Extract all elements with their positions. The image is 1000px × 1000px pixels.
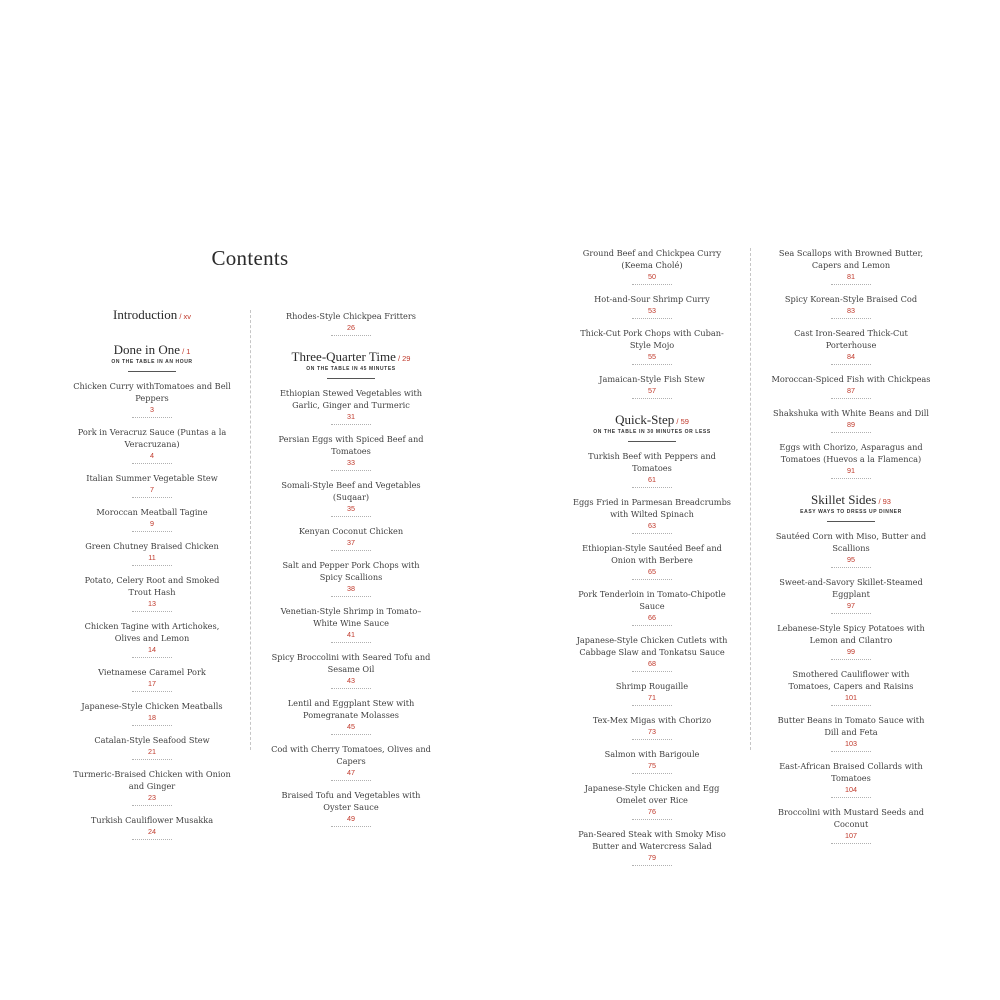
recipe-title: Eggs with Chorizo, Asparagus and Tomatoes (Huevos a la Flamenca) — [779, 442, 923, 464]
recipe-entry[interactable] — [72, 506, 232, 532]
recipe-title: Ethiopian Stewed Vegetables with Garlic, Ginger and Turmeric — [279, 388, 423, 410]
dotted-separator — [831, 318, 871, 319]
dotted-separator — [132, 805, 172, 806]
recipe-title: Turkish Cauliflower Musakka — [90, 815, 214, 825]
recipe-entry[interactable] — [771, 622, 931, 660]
dotted-separator — [331, 826, 371, 827]
recipe-page-number: 99 — [847, 647, 855, 656]
recipe-entry[interactable] — [72, 620, 232, 658]
section-page-number: 93 — [882, 497, 891, 506]
dotted-separator — [632, 364, 672, 365]
toc-column-1 — [72, 304, 232, 848]
page-separator: / — [674, 417, 681, 426]
page-separator: / — [177, 312, 184, 321]
dotted-separator — [831, 284, 871, 285]
recipe-title: Lebanese-Style Spicy Potatoes with Lemon and Cilantro — [777, 623, 925, 645]
toc-column-4 — [771, 247, 931, 852]
dotted-separator — [331, 642, 371, 643]
section-subtitle: ON THE TABLE IN AN HOUR — [111, 359, 193, 365]
recipe-title: Sweet-and-Savory Skillet-Steamed Eggplant — [779, 577, 923, 599]
recipe-title: Salt and Pepper Pork Chops with Spicy Scallions — [282, 560, 420, 582]
dotted-separator — [831, 567, 871, 568]
section-title-line — [572, 409, 732, 428]
intro-title: Introduction — [112, 307, 178, 322]
intro-page-number: xv — [183, 312, 192, 321]
recipe-entry[interactable] — [771, 247, 931, 285]
recipe-page-number: 65 — [648, 567, 656, 576]
recipe-title: Pan-Seared Steak with Smoky Miso Butter and Watercress Salad — [578, 829, 726, 851]
section-page-number: 59 — [680, 417, 689, 426]
recipe-entry[interactable] — [771, 407, 931, 433]
recipe-title: Thick-Cut Pork Chops with Cuban-Style Mojo — [580, 328, 724, 350]
recipe-page-number: 3 — [150, 405, 154, 414]
dotted-separator — [632, 579, 672, 580]
dotted-separator — [632, 739, 672, 740]
recipe-page-number: 31 — [347, 412, 355, 421]
dotted-separator — [331, 550, 371, 551]
dotted-separator — [632, 819, 672, 820]
recipe-page-number: 63 — [648, 521, 656, 530]
recipe-page-number: 79 — [648, 853, 656, 862]
recipe-page-number: 13 — [148, 599, 156, 608]
recipe-page-number: 4 — [150, 451, 154, 460]
recipe-title: East-African Braised Collards with Tomatoes — [779, 761, 923, 783]
recipe-title: Jamaican-Style Fish Stew — [599, 374, 705, 384]
recipe-entry[interactable] — [72, 574, 232, 612]
recipe-title: Green Chutney Braised Chicken — [85, 541, 219, 551]
dotted-separator — [632, 398, 672, 399]
section-title: Quick-Step — [615, 412, 675, 427]
section-page-number: 29 — [402, 354, 411, 363]
recipe-page-number: 11 — [148, 553, 156, 562]
recipe-entry[interactable] — [771, 530, 931, 568]
section-page-number: 1 — [186, 347, 191, 356]
recipe-entry[interactable] — [771, 373, 931, 399]
recipe-page-number: 21 — [148, 747, 156, 756]
recipe-page-number: 47 — [347, 768, 355, 777]
section-title-line — [271, 346, 431, 365]
page-separator: / — [876, 497, 883, 506]
section-rule — [628, 441, 676, 442]
recipe-title: Chicken Tagine with Artichokes, Olives and Lemon — [84, 621, 220, 643]
recipe-title: Japanese-Style Chicken Meatballs — [81, 701, 223, 711]
recipe-entry[interactable] — [271, 525, 431, 551]
recipe-title: Cod with Cherry Tomatoes, Olives and Capers — [271, 744, 431, 766]
dotted-separator — [132, 691, 172, 692]
recipe-page-number: 68 — [648, 659, 656, 668]
dotted-separator — [132, 725, 172, 726]
recipe-title: Potato, Celery Root and Smoked Trout Hash — [84, 575, 220, 597]
dotted-separator — [331, 424, 371, 425]
recipe-page-number: 33 — [347, 458, 355, 467]
dotted-separator — [632, 625, 672, 626]
section-rule — [128, 371, 176, 372]
section-header[interactable] — [72, 339, 232, 372]
recipe-entry[interactable] — [271, 479, 431, 517]
recipe-title: Sautéed Corn with Miso, Butter and Scallions — [775, 531, 927, 553]
recipe-page-number: 37 — [347, 538, 355, 547]
dotted-separator — [331, 596, 371, 597]
recipe-page-number: 61 — [648, 475, 656, 484]
recipe-page-number: 7 — [150, 485, 154, 494]
recipe-entry[interactable] — [72, 540, 232, 566]
recipe-title: Moroccan-Spiced Fish with Chickpeas — [771, 374, 931, 384]
section-title: Skillet Sides — [811, 492, 877, 507]
recipe-page-number: 103 — [845, 739, 857, 748]
recipe-entry[interactable] — [271, 433, 431, 471]
recipe-entry[interactable] — [771, 327, 931, 365]
recipe-entry[interactable] — [771, 760, 931, 798]
recipe-page-number: 41 — [347, 630, 355, 639]
dotted-separator — [831, 659, 871, 660]
recipe-page-number: 14 — [148, 645, 156, 654]
recipe-title: Cast Iron-Seared Thick-Cut Porterhouse — [794, 328, 908, 350]
page-title: Contents — [211, 246, 289, 270]
recipe-page-number: 53 — [648, 306, 656, 315]
recipe-title: Broccolini with Mustard Seeds and Coconut — [777, 807, 924, 829]
dotted-separator — [632, 533, 672, 534]
recipe-title: Vietnamese Caramel Pork — [98, 667, 206, 677]
recipe-page-number: 97 — [847, 601, 855, 610]
recipe-entry[interactable] — [572, 496, 732, 534]
dotted-separator — [132, 417, 172, 418]
recipe-entry[interactable] — [271, 651, 431, 689]
dotted-separator — [831, 478, 871, 479]
recipe-page-number: 35 — [347, 504, 355, 513]
recipe-page-number: 75 — [648, 761, 656, 770]
recipe-page-number: 66 — [648, 613, 656, 622]
recipe-page-number: 23 — [148, 793, 156, 802]
recipe-entry[interactable] — [72, 426, 232, 464]
recipe-entry[interactable] — [271, 697, 431, 735]
recipe-entry[interactable] — [271, 310, 431, 336]
section-title: Three-Quarter Time — [291, 349, 396, 364]
section-title-line — [771, 489, 931, 508]
recipe-title: Persian Eggs with Spiced Beef and Tomatoes — [278, 434, 424, 456]
recipe-title: Spicy Korean-Style Braised Cod — [784, 294, 918, 304]
column-divider — [250, 310, 251, 750]
section-subtitle: EASY WAYS TO DRESS UP DINNER — [800, 509, 902, 515]
recipe-page-number: 17 — [148, 679, 156, 688]
recipe-entry[interactable] — [271, 605, 431, 643]
dotted-separator — [132, 497, 172, 498]
recipe-page-number: 9 — [150, 519, 154, 528]
recipe-entry[interactable] — [72, 666, 232, 692]
recipe-entry[interactable] — [72, 814, 232, 840]
recipe-title: Tex-Mex Migas with Chorizo — [592, 715, 712, 725]
recipe-title: Somali-Style Beef and Vegetables (Suqaar) — [281, 480, 421, 502]
recipe-entry[interactable] — [572, 247, 732, 285]
recipe-entry[interactable] — [572, 634, 732, 672]
recipe-title: Italian Summer Vegetable Stew — [86, 473, 218, 483]
recipe-entry[interactable] — [572, 588, 732, 626]
section-subtitle: ON THE TABLE IN 45 MINUTES — [306, 366, 396, 372]
dotted-separator — [831, 398, 871, 399]
recipe-title: Turmeric-Braised Chicken with Onion and Ginger — [73, 769, 231, 791]
dotted-separator — [331, 780, 371, 781]
recipe-entry[interactable] — [72, 700, 232, 726]
recipe-entry[interactable] — [572, 714, 732, 740]
recipe-title: Lentil and Eggplant Stew with Pomegranate Molasses — [287, 698, 415, 720]
page-separator: / — [395, 354, 403, 363]
section-rule — [327, 378, 375, 379]
dotted-separator — [632, 705, 672, 706]
recipe-entry[interactable] — [771, 806, 931, 844]
dotted-separator — [132, 839, 172, 840]
recipe-page-number: 107 — [845, 831, 857, 840]
recipe-page-number: 84 — [847, 352, 855, 361]
recipe-entry[interactable] — [771, 714, 931, 752]
dotted-separator — [132, 565, 172, 566]
section-header[interactable] — [271, 346, 431, 379]
dotted-separator — [831, 613, 871, 614]
dotted-separator — [632, 865, 672, 866]
recipe-entry[interactable] — [271, 789, 431, 827]
dotted-separator — [331, 688, 371, 689]
recipe-title: Moroccan Meatball Tagine — [96, 507, 208, 517]
recipe-entry[interactable] — [572, 373, 732, 399]
recipe-page-number: 57 — [648, 386, 656, 395]
recipe-entry[interactable] — [771, 576, 931, 614]
dotted-separator — [132, 657, 172, 658]
toc-column-2 — [271, 310, 431, 835]
recipe-page-number: 38 — [347, 584, 355, 593]
recipe-title: Butter Beans in Tomato Sauce with Dill and Feta — [777, 715, 925, 737]
toc-intro[interactable] — [72, 304, 232, 323]
recipe-page-number: 83 — [847, 306, 855, 315]
recipe-entry[interactable] — [572, 542, 732, 580]
dotted-separator — [632, 487, 672, 488]
recipe-page-number: 95 — [847, 555, 855, 564]
recipe-title: Eggs Fried in Parmesan Breadcrumbs with Wilted Spinach — [572, 497, 732, 519]
dotted-separator — [831, 751, 871, 752]
recipe-page-number: 101 — [845, 693, 857, 702]
recipe-page-number: 89 — [847, 420, 855, 429]
section-header[interactable] — [572, 409, 732, 442]
recipe-page-number: 18 — [148, 713, 156, 722]
dotted-separator — [132, 463, 172, 464]
dotted-separator — [331, 470, 371, 471]
recipe-page-number: 26 — [347, 323, 355, 332]
recipe-page-number: 50 — [648, 272, 656, 281]
recipe-title: Pork in Veracruz Sauce (Puntas a la Veracruzana) — [77, 427, 227, 449]
recipe-title: Pork Tenderloin in Tomato-Chipotle Sauce — [578, 589, 726, 611]
column-divider — [750, 248, 751, 750]
recipe-title: Braised Tofu and Vegetables with Oyster Sauce — [281, 790, 421, 812]
page-separator: / — [180, 347, 187, 356]
recipe-page-number: 87 — [847, 386, 855, 395]
recipe-title: Sea Scallops with Browned Butter, Capers and Lemon — [778, 248, 924, 270]
recipe-page-number: 76 — [648, 807, 656, 816]
dotted-separator — [132, 531, 172, 532]
dotted-separator — [632, 773, 672, 774]
recipe-entry[interactable] — [72, 380, 232, 418]
dotted-separator — [632, 671, 672, 672]
recipe-title: Hot-and-Sour Shrimp Curry — [594, 294, 710, 304]
recipe-title: Rhodes-Style Chickpea Fritters — [285, 311, 417, 321]
dotted-separator — [831, 843, 871, 844]
recipe-page-number: 73 — [648, 727, 656, 736]
recipe-entry[interactable] — [572, 327, 732, 365]
recipe-entry[interactable] — [771, 441, 931, 479]
dotted-separator — [831, 364, 871, 365]
recipe-page-number: 49 — [347, 814, 355, 823]
dotted-separator — [831, 797, 871, 798]
dotted-separator — [331, 734, 371, 735]
recipe-entry[interactable] — [72, 472, 232, 498]
recipe-entry[interactable] — [572, 450, 732, 488]
section-title: Done in One — [113, 342, 180, 357]
recipe-entry[interactable] — [572, 782, 732, 820]
recipe-page-number: 24 — [148, 827, 156, 836]
recipe-page-number: 55 — [648, 352, 656, 361]
recipe-entry[interactable] — [572, 748, 732, 774]
recipe-title: Shrimp Rougaille — [615, 681, 689, 691]
dotted-separator — [632, 284, 672, 285]
recipe-title: Catalan-Style Seafood Stew — [94, 735, 210, 745]
recipe-title: Spicy Broccolini with Seared Tofu and Sesame Oil — [271, 652, 431, 674]
recipe-page-number: 91 — [847, 466, 855, 475]
recipe-title: Smothered Cauliflower with Tomatoes, Capers and Raisins — [788, 669, 914, 691]
dotted-separator — [831, 705, 871, 706]
dotted-separator — [132, 759, 172, 760]
recipe-entry[interactable] — [271, 743, 431, 781]
recipe-page-number: 71 — [648, 693, 656, 702]
toc-column-3 — [572, 247, 732, 874]
recipe-entry[interactable] — [771, 293, 931, 319]
dotted-separator — [132, 611, 172, 612]
recipe-title: Turkish Beef with Peppers and Tomatoes — [588, 451, 716, 473]
section-subtitle: ON THE TABLE IN 30 MINUTES OR LESS — [593, 429, 711, 435]
section-rule — [827, 521, 875, 522]
recipe-title: Venetian-Style Shrimp in Tomato–White Wine Sauce — [280, 606, 422, 628]
section-header[interactable] — [771, 489, 931, 522]
recipe-entry[interactable] — [271, 559, 431, 597]
recipe-page-number: 104 — [845, 785, 857, 794]
section-title-line — [72, 339, 232, 358]
recipe-page-number: 45 — [347, 722, 355, 731]
dotted-separator — [632, 318, 672, 319]
recipe-entry[interactable] — [72, 734, 232, 760]
recipe-entry[interactable] — [572, 828, 732, 866]
recipe-title: Ethiopian-Style Sautéed Beef and Onion with Berbere — [582, 543, 722, 565]
recipe-title: Salmon with Barigoule — [604, 749, 700, 759]
recipe-page-number: 81 — [847, 272, 855, 281]
recipe-entry[interactable] — [572, 680, 732, 706]
recipe-entry[interactable] — [771, 668, 931, 706]
dotted-separator — [331, 516, 371, 517]
dotted-separator — [331, 335, 371, 336]
recipe-entry[interactable] — [271, 387, 431, 425]
recipe-title: Shakshuka with White Beans and Dill — [773, 408, 929, 418]
recipe-page-number: 43 — [347, 676, 355, 685]
recipe-title: Kenyan Coconut Chicken — [298, 526, 404, 536]
recipe-entry[interactable] — [72, 768, 232, 806]
dotted-separator — [831, 432, 871, 433]
recipe-title: Ground Beef and Chickpea Curry (Keema Cholé) — [582, 248, 722, 270]
recipe-title: Japanese-Style Chicken and Egg Omelet over Rice — [584, 783, 720, 805]
recipe-entry[interactable] — [572, 293, 732, 319]
recipe-title: Chicken Curry withTomatoes and Bell Peppers — [73, 381, 231, 403]
recipe-title: Japanese-Style Chicken Cutlets with Cabbage Slaw and Tonkatsu Sauce — [576, 635, 728, 657]
